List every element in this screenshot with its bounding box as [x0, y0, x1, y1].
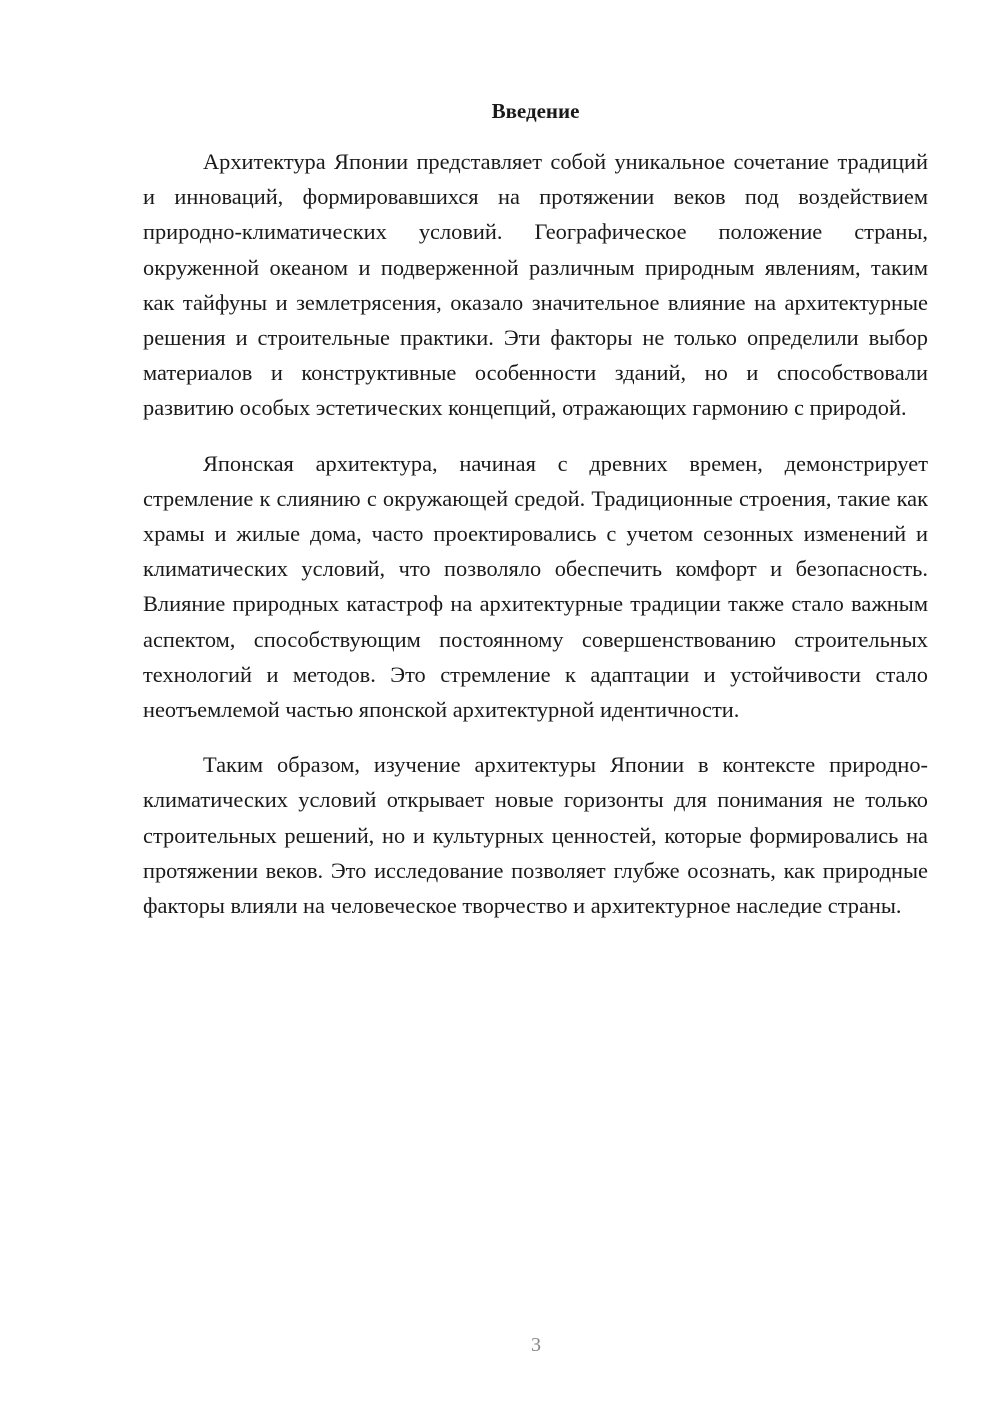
section-title: Введение: [491, 99, 580, 123]
page-number: 3: [531, 1334, 541, 1356]
paragraph-2: Японская архитектура, начиная с древних времен, демонстрирует стремление к слиянию с окружающей средой. Традиционные строения, такие как храмы и жилые дома, часто проектировались с учетом сезонных изменений и климатических условий, что позволяло обеспечить комфорт и безопасность. Влияние природных катастроф на архитектурные традиции также стало важным аспектом, способствующим постоянному совершенствованию строительных технологий и методов. Это стремление к адаптации и устойчивости стало неотъемлемой частью японской архитектурной идентичности.: [143, 450, 928, 723]
paragraph-3: Таким образом, изучение архитектуры Японии в контексте природно-климатических условий открывает новые горизонты для понимания не только строительных решений, но и культурных ценностей, которые формировались на протяжении веков. Это исследование позволяет глубже осознать, как природные факторы влияли на человеческое творчество и архитектурное наследие страны.: [143, 752, 928, 919]
paragraph-1: Архитектура Японии представляет собой уникальное сочетание традиций и инноваций, формировавшихся на протяжении веков под воздействием природно-климатических условий. Географическое положение страны, окруженной океаном и подверженной различным природным явлениям, таким как тайфуны и землетрясения, оказало значительное влияние на архитектурные решения и строительные практики. Эти факторы не только определили выбор материалов и конструктивные особенности зданий, но и способствовали развитию особых эстетических концепций, отражающих гармонию с природой.: [143, 149, 928, 421]
document-body: [143, 96, 928, 923]
